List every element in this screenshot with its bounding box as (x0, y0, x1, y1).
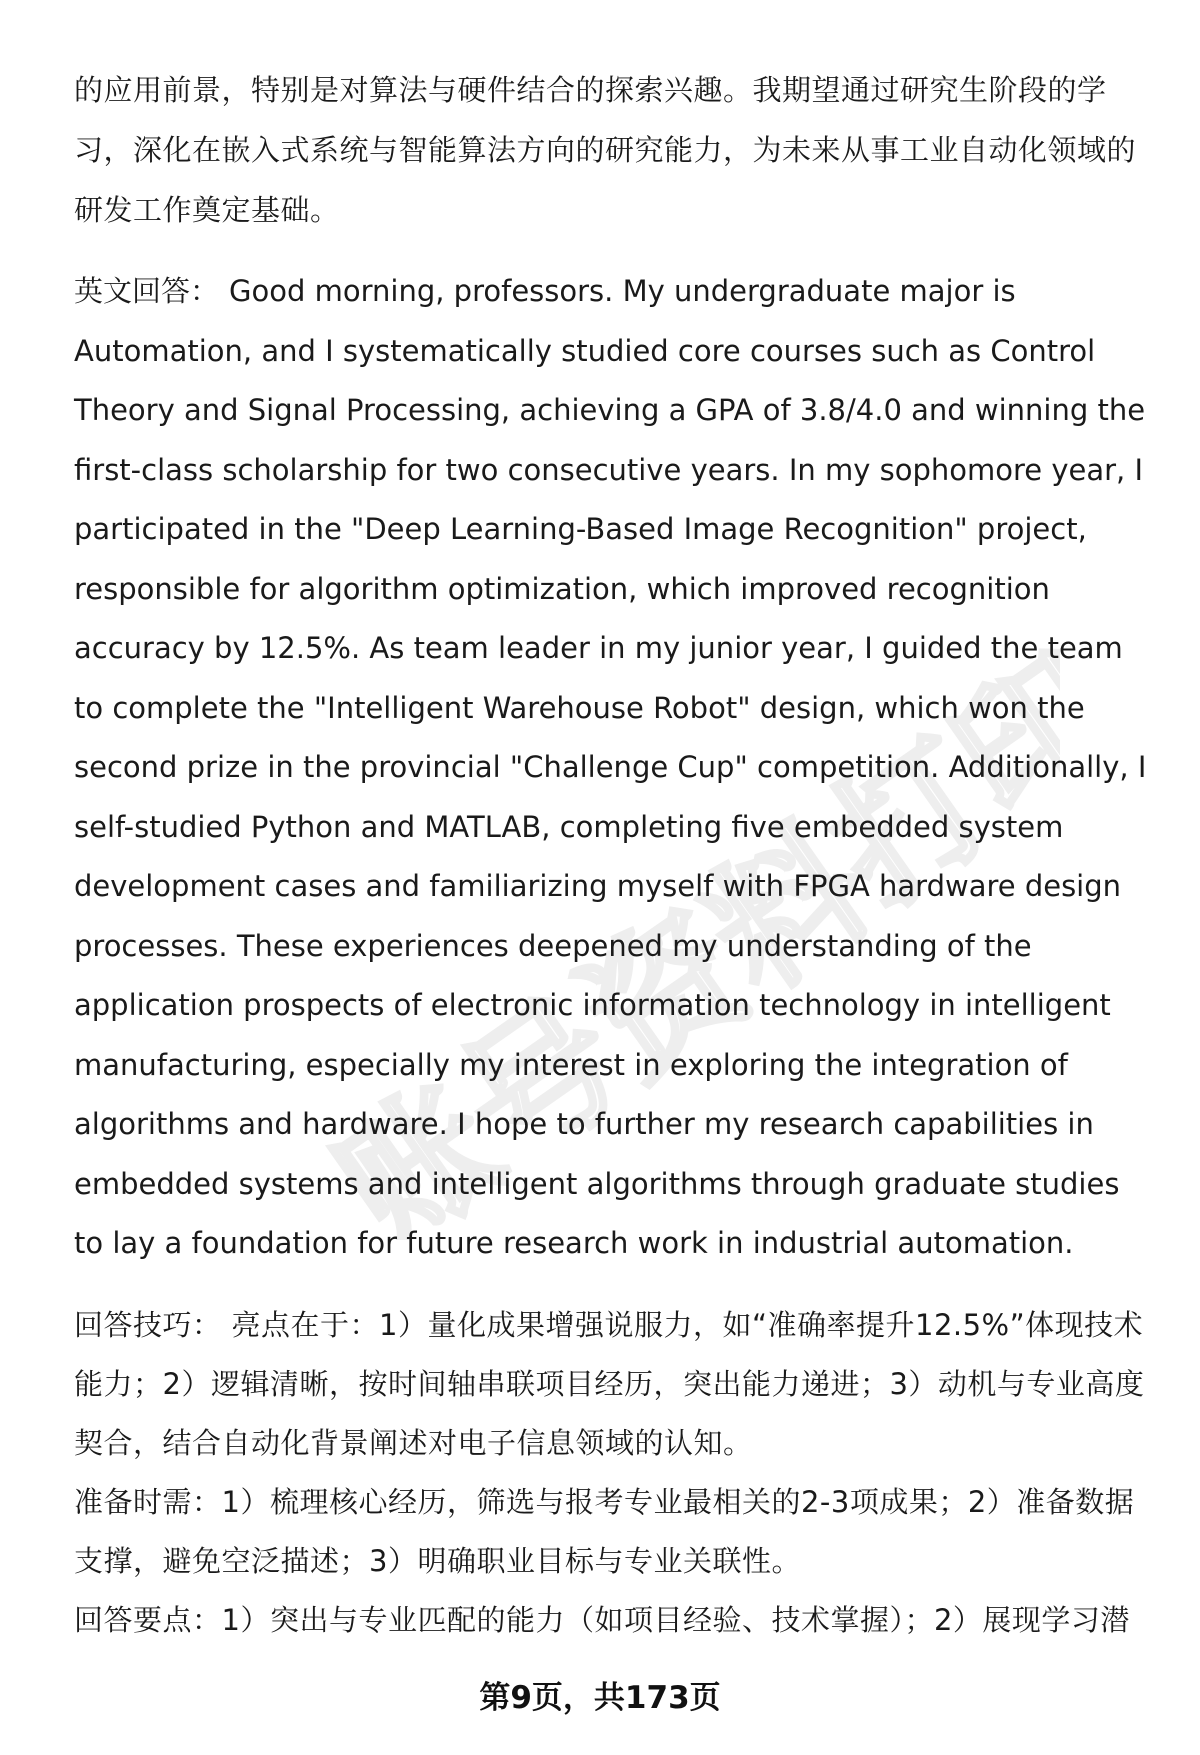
english-answer-text: Good morning, professors. My undergraduate major is Automation, and I systematically studied core courses such as Control Theory and Signal Processing, achieving a GPA of 3.8/4.0 and winning the first-class scholarship for two consecutive years. In my sophomore year, I participated in the "Deep Learning-Based Image Recognition" project, responsible for algorithm optimization, which improved recognition accuracy by 12.5%. As team leader in my junior year, I guided the team to complete the "Intelligent Warehouse Robot" design, which won the second prize in the provincial "Challenge Cup" competition. Additionally, I self-studied Python and MATLAB, completing five embedded system development cases and familiarizing myself with FPGA hardware design processes. These experiences deepened my understanding of the application prospects of electronic information technology in intelligent manufacturing, especially my interest in exploring the integration of algorithms and hardware. I hope to further my research capabilities in embedded systems and intelligent algorithms through graduate studies to lay a foundation for future research work in industrial automation. (74, 274, 1147, 1260)
answer-tips-text: 亮点在于：1）量化成果增强说服力，如“准确率提升12.5%”体现技术能力；2）逻辑清晰，按时间轴串联项目经历，突出能力递进；3）动机与专业高度契合，结合自动化背景阐述对电子信息领域的认知。 (74, 1307, 1145, 1460)
answer-tips-label: 回答技巧： (74, 1307, 222, 1342)
preparation-label: 准备时需： (74, 1484, 222, 1519)
english-answer-label: 英文回答： (74, 274, 220, 308)
watermark-text: 账号资料打印 (308, 623, 1060, 1240)
answer-tips-paragraph (74, 1296, 1154, 1473)
preparation-paragraph (74, 1473, 1154, 1591)
english-answer-paragraph (74, 262, 1154, 1274)
document-body (74, 60, 1154, 1650)
preparation-text: 1）梳理核心经历，筛选与报考专业最相关的2-3项成果；2）准备数据支撑，避免空泛描述；3）明确职业目标与专业关联性。 (74, 1484, 1135, 1578)
intro-paragraph: 的应用前景，特别是对算法与硬件结合的探索兴趣。我期望通过研究生阶段的学习，深化在嵌入式系统与智能算法方向的研究能力，为未来从事工业自动化领域的研发工作奠定基础。 (74, 73, 1137, 227)
answer-points-text: 1）突出与专业匹配的能力（如项目经验、技术掌握）；2）展现学习潜 (221, 1602, 1130, 1637)
answer-points-label: 回答要点： (74, 1602, 222, 1637)
answer-points-paragraph (74, 1591, 1154, 1650)
page-number: 第9页，共173页 (479, 1680, 721, 1716)
